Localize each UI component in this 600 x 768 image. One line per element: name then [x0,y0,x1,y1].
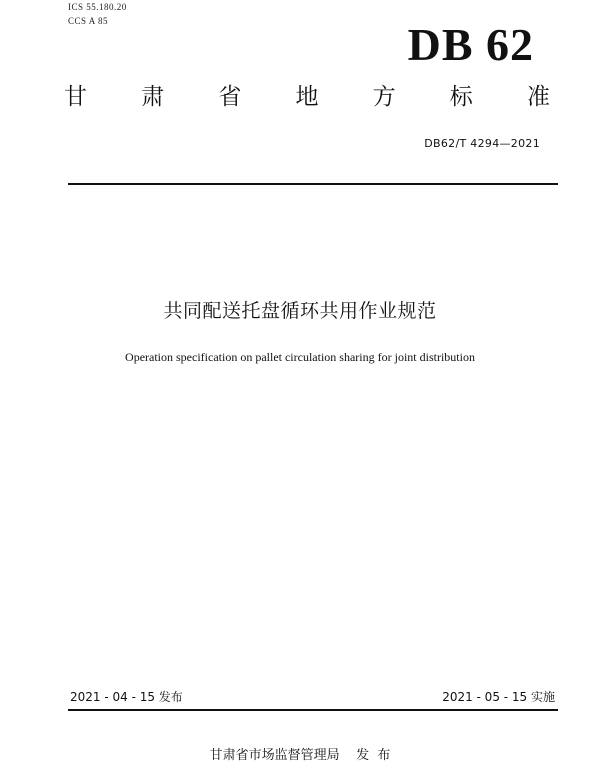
bottom-divider [68,709,558,711]
heading-char: 地 [295,84,319,110]
standard-number: DB62/T 4294—2021 [424,137,540,150]
publisher: 甘肃省市场监督管理局 发 布 [209,748,391,763]
heading-char: 省 [218,84,242,110]
top-divider [68,183,558,185]
implementation-date: 2021 - 05 - 15 实施 [442,690,555,704]
heading-char: 甘 [64,84,87,110]
db-logo: DB 62 [407,19,534,70]
title-english: Operation specification on pallet circulation sharing for joint distribution [125,350,475,364]
ccs-code: CCS A 85 [68,16,109,26]
province-standard-heading [64,86,550,109]
heading-char: 准 [526,84,550,110]
heading-char: 标 [449,84,473,110]
ics-code: ICS 55.180.20 [68,2,127,12]
title-chinese: 共同配送托盘循环共用作业规范 [163,300,437,322]
issue-date: 2021 - 04 - 15 发布 [70,690,183,704]
heading-char: 方 [372,84,396,110]
heading-char: 肃 [141,84,165,110]
